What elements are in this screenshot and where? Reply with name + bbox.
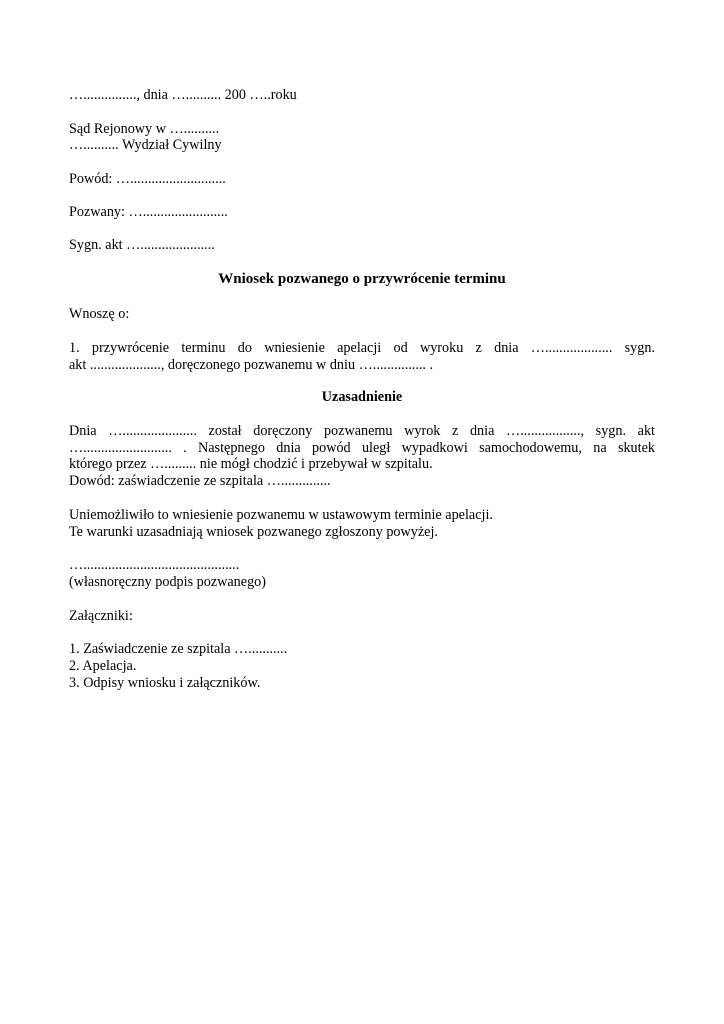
request-item-1-line2: akt ...................., doręczonego pozwanemu w dniu …............... .	[69, 356, 434, 373]
court-division: ….......... Wydział Cywilny	[69, 137, 222, 153]
justification-paragraph	[69, 423, 655, 473]
document-title: Wniosek pozwanego o przywrócenie terminu	[218, 271, 506, 287]
attachments-heading: Załączniki:	[69, 608, 133, 624]
justification-line2: …......................... . Następnego dnia powód uległ wypadkowi samochodowemu, na skutek	[69, 439, 655, 456]
justification-line3: którego przez …......... nie mógł chodzić i przebywał w szpitalu.	[69, 456, 433, 473]
request-item-1	[69, 340, 655, 373]
defendant-line: Pozwany: …........................	[69, 204, 228, 220]
attachment-item: 3. Odpisy wniosku i załączników.	[69, 675, 261, 691]
court-name: Sąd Rejonowy w …..........	[69, 121, 220, 137]
conclusion-line1: Uniemożliwiło to wniesienie pozwanemu w ustawowym terminie apelacji.	[69, 507, 493, 523]
conclusion-line2: Te warunki uzasadniają wniosek pozwanego zgłoszony powyżej.	[69, 524, 438, 540]
attachment-item: 2. Apelacja.	[69, 658, 137, 674]
place-and-date: …..............., dnia ….......... 200 …..roku	[69, 87, 297, 103]
request-item-1-line1: 1. przywrócenie terminu do wniesienie apelacji od wyroku z dnia …................... sygn.	[69, 340, 655, 356]
plaintiff-line: Powód: …...........................	[69, 171, 226, 187]
case-reference: Sygn. akt ….....................	[69, 237, 215, 253]
justification-heading: Uzasadnienie	[321, 389, 403, 405]
signature-label: (własnoręczny podpis pozwanego)	[69, 574, 266, 590]
evidence-line: Dowód: zaświadczenie ze szpitala …..............	[69, 473, 331, 489]
signature-dots: …............................................	[69, 557, 240, 573]
attachment-item: 1. Zaświadczenie ze szpitala …...........	[69, 641, 288, 657]
request-intro: Wnoszę o:	[69, 306, 130, 322]
justification-line1: Dnia …..................... został doręczony pozwanemu wyrok z dnia …................., sygn. akt	[69, 423, 655, 439]
